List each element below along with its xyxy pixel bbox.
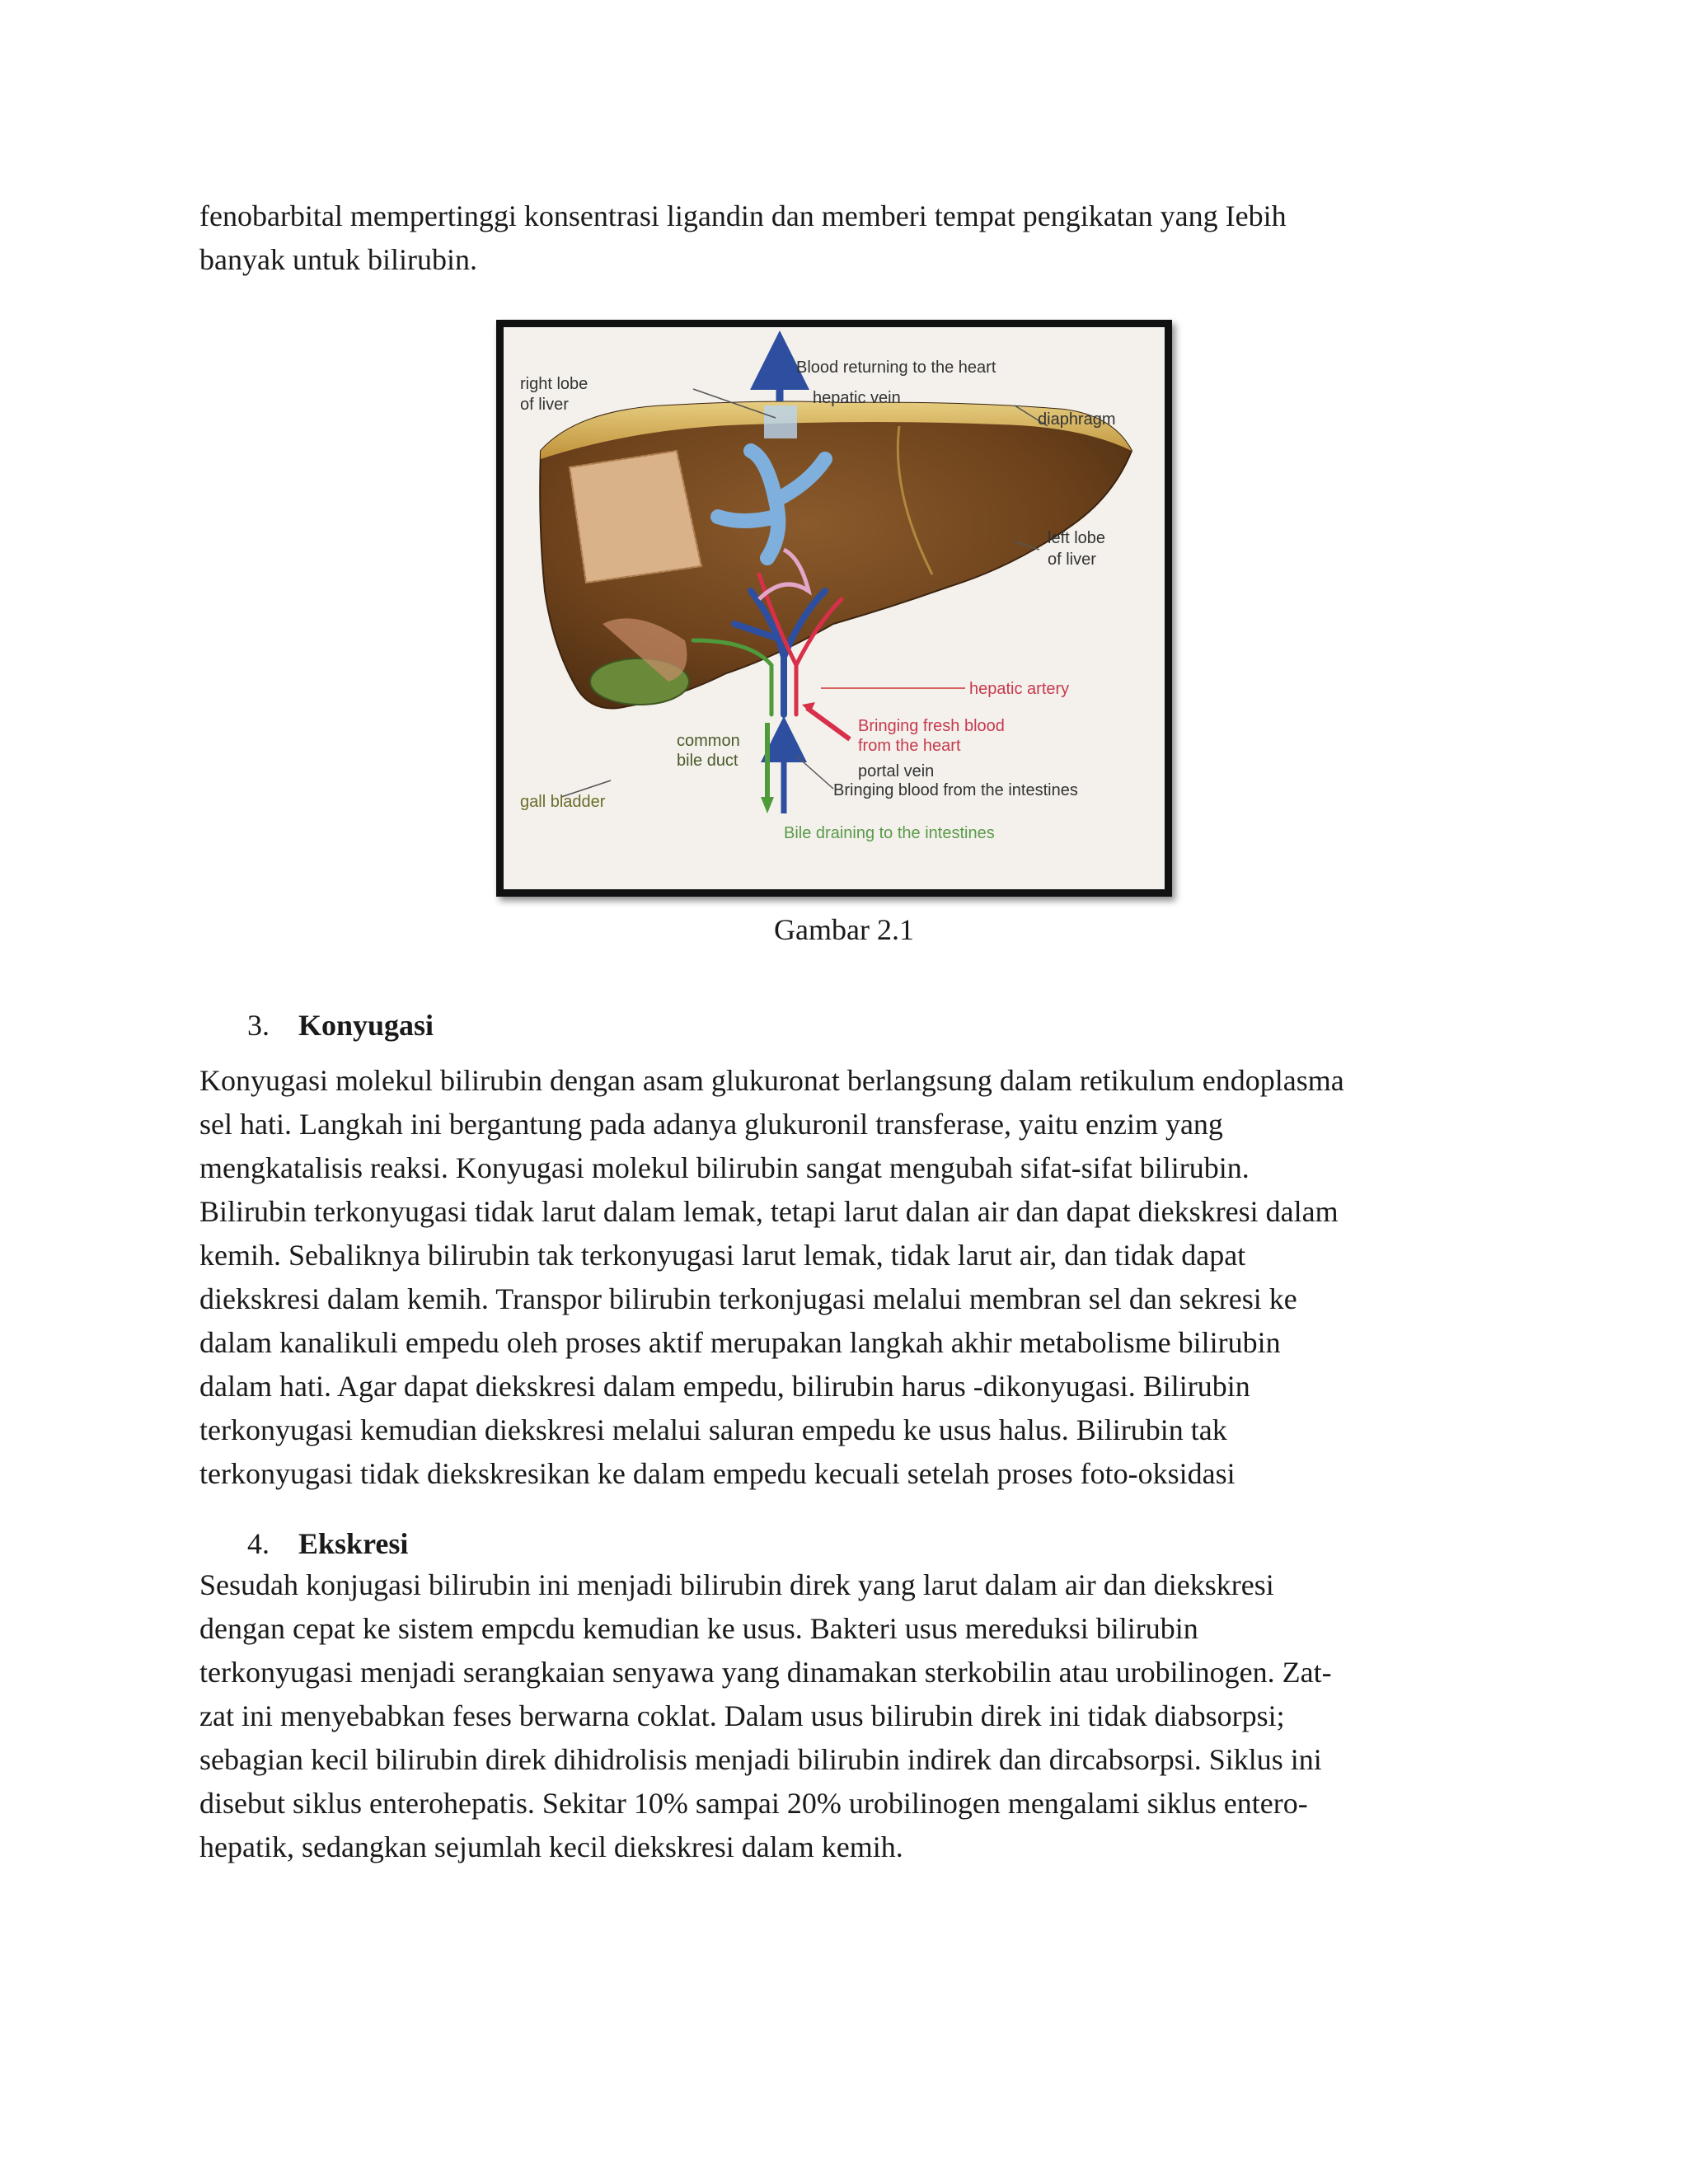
text-line: sel hati. Langkah ini bergantung pada adanya glukuronil transferase, yaitu enzim yang bbox=[199, 1108, 1223, 1141]
ekskresi-paragraph bbox=[199, 1563, 1485, 1869]
text-line: kemih. Sebaliknya bilirubin tak terkonyugasi larut lemak, tidak larut air, dan tidak dapat bbox=[199, 1239, 1246, 1272]
figure-caption: Gambar 2.1 bbox=[774, 913, 914, 946]
section-title: Ekskresi bbox=[298, 1527, 409, 1560]
text-line: dalam hati. Agar dapat diekskresi dalam empedu, bilirubin harus -dikonyugasi. Bilirubin bbox=[199, 1370, 1250, 1403]
text-line: fenobarbital mempertinggi konsentrasi ligandin dan memberi tempat pengikatan yang Iebih bbox=[199, 199, 1287, 232]
label-left-lobe-1: left lobe bbox=[1048, 529, 1106, 547]
label-gall-bladder: gall bladder bbox=[520, 793, 606, 811]
intro-paragraph bbox=[199, 194, 1485, 282]
label-fresh-blood-2: from the heart bbox=[858, 737, 961, 755]
liver-figure bbox=[496, 320, 1172, 897]
section-number: 4. bbox=[247, 1527, 270, 1560]
section-heading-ekskresi bbox=[247, 1522, 408, 1566]
text-line: mengkatalisis reaksi. Konyugasi molekul bilirubin sangat mengubah sifat-sifat bilirubin. bbox=[199, 1151, 1250, 1184]
label-left-lobe-2: of liver bbox=[1048, 551, 1096, 569]
label-blood-intestines: Bringing blood from the intestines bbox=[833, 781, 1078, 799]
text-line: zat ini menyebabkan feses berwarna coklat. Dalam usus bilirubin direk ini tidak diabsorpsi; bbox=[199, 1699, 1285, 1732]
text-line: Bilirubin terkonyugasi tidak larut dalam lemak, tetapi larut dalan air dan dapat diekskresi dalam bbox=[199, 1195, 1339, 1228]
lobule-cutaway bbox=[570, 451, 701, 583]
label-right-lobe-1: right lobe bbox=[520, 375, 588, 393]
label-blood-returning: Blood returning to the heart bbox=[796, 359, 996, 377]
text-line: diekskresi dalam kemih. Transpor bilirubin terkonjugasi melalui membran sel dan sekresi ke bbox=[199, 1282, 1297, 1315]
label-portal-vein: portal vein bbox=[858, 762, 935, 780]
label-hepatic-artery: hepatic artery bbox=[969, 680, 1070, 698]
label-hepatic-vein: hepatic vein bbox=[813, 389, 901, 407]
liver-illustration bbox=[504, 327, 1165, 889]
text-line: dengan cepat ke sistem empcdu kemudian ke usus. Bakteri usus mereduksi bilirubin bbox=[199, 1612, 1198, 1645]
label-right-lobe-2: of liver bbox=[520, 396, 569, 414]
label-fresh-blood-1: Bringing fresh blood bbox=[858, 717, 1005, 735]
text-line: terkonyugasi menjadi serangkaian senyawa yang dinamakan sterkobilin atau urobilinogen. Zat- bbox=[199, 1656, 1332, 1689]
text-line: hepatik, sedangkan sejumlah kecil diekskresi dalam kemih. bbox=[199, 1830, 903, 1863]
text-line: terkonyugasi tidak diekskresikan ke dalam empedu kecuali setelah proses foto-oksidasi bbox=[199, 1457, 1236, 1490]
label-common-bile-2: bile duct bbox=[677, 752, 738, 770]
text-line: dalam kanalikuli empedu oleh proses aktif merupakan langkah akhir metabolisme bilirubin bbox=[199, 1326, 1281, 1359]
text-line: banyak untuk bilirubin. bbox=[199, 243, 477, 276]
label-bile-draining: Bile draining to the intestines bbox=[784, 824, 995, 842]
section-number: 3. bbox=[247, 1009, 270, 1042]
label-common-bile-1: common bbox=[677, 732, 740, 750]
label-diaphragm: diaphragm bbox=[1038, 410, 1116, 429]
text-line: terkonyugasi kemudian diekskresi melalui saluran empedu ke usus halus. Bilirubin tak bbox=[199, 1413, 1227, 1446]
text-line: Konyugasi molekul bilirubin dengan asam glukuronat berlangsung dalam retikulum endoplasma bbox=[199, 1064, 1344, 1097]
section-heading-konyugasi bbox=[247, 1004, 434, 1047]
text-line: sebagian kecil bilirubin direk dihidrolisis menjadi bilirubin indirek dan dircabsorpsi. Siklus ini bbox=[199, 1743, 1322, 1776]
konyugasi-paragraph bbox=[199, 1059, 1485, 1496]
text-line: disebut siklus enterohepatis. Sekitar 10% sampai 20% urobilinogen mengalami siklus entero- bbox=[199, 1787, 1308, 1820]
text-line: Sesudah konjugasi bilirubin ini menjadi bilirubin direk yang larut dalam air dan diekskresi bbox=[199, 1568, 1274, 1601]
section-title: Konyugasi bbox=[298, 1009, 434, 1042]
